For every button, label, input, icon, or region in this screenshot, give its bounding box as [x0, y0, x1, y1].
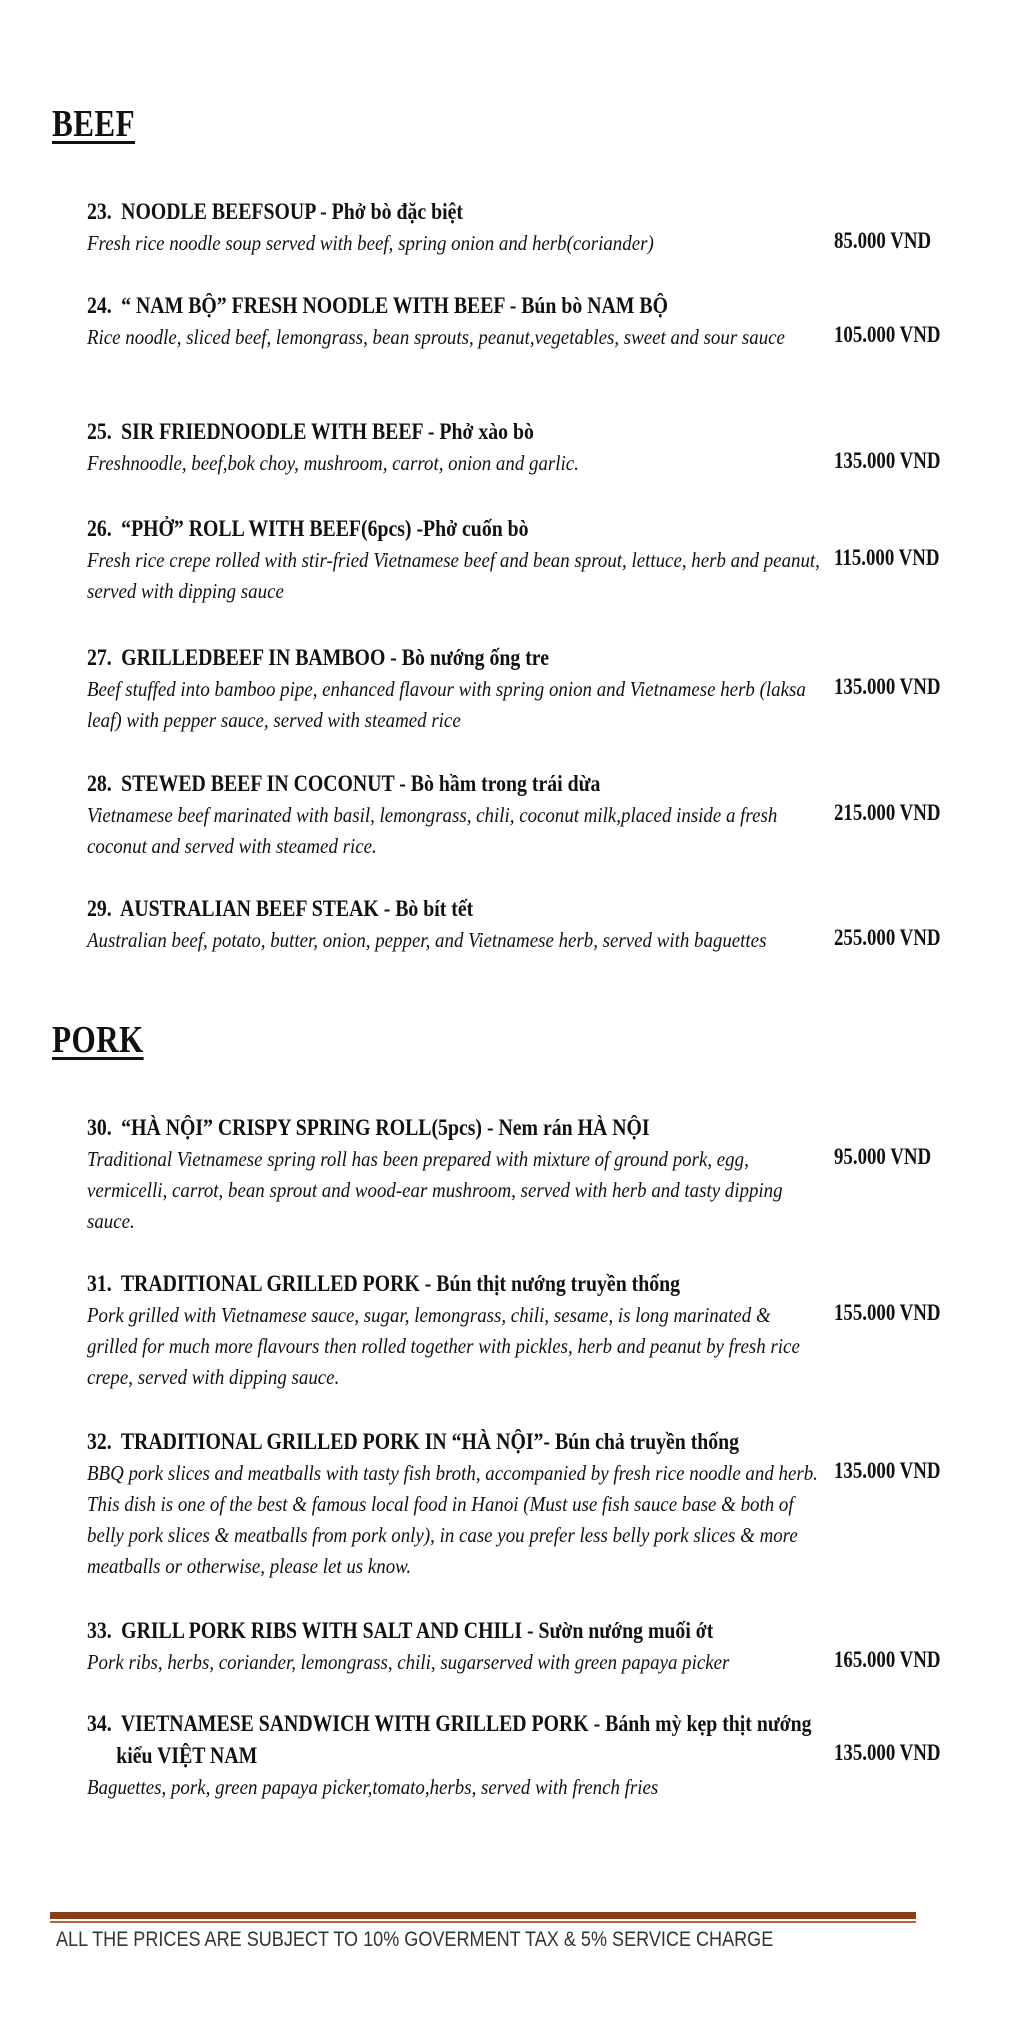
item-title: NOODLE BEEFSOUP - Phở bò đặc biệt	[121, 199, 463, 224]
item-title: VIETNAMESE SANDWICH WITH GRILLED PORK - Bánh mỳ kẹp thịt nướng	[120, 1711, 812, 1736]
item-title: AUSTRALIAN BEEF STEAK - Bò bít tết	[120, 896, 474, 921]
price-29: 255.000 VND	[834, 925, 941, 950]
item-number: 34.	[87, 1711, 112, 1736]
item-description: Australian beef, potato, butter, onion, pepper, and Vietnamese herb, served with baguettes	[87, 928, 767, 952]
price-25: 135.000 VND	[834, 448, 941, 473]
price-23: 85.000 VND	[834, 228, 932, 253]
item-number: 29.	[87, 896, 112, 921]
item-number: 24.	[87, 293, 112, 318]
item-description: Pork grilled with Vietnamese sauce, sugar, lemongrass, chili, sesame, is long marinated & grilled for much more flavours then rolled together with pickles, herb and peanut by fresh rice crepe, served with dipping sauce.	[87, 1303, 800, 1389]
item-description: Fresh rice crepe rolled with stir-fried Vietnamese beef and bean sprout, lettuce, herb and peanut, served with dipping sauce	[87, 548, 820, 603]
item-title: “ NAM BỘ” FRESH NOODLE WITH BEEF - Bún bò NAM BỘ	[121, 293, 668, 318]
price-31: 155.000 VND	[834, 1300, 941, 1325]
menu-item-30	[87, 1112, 1007, 1237]
item-description: Vietnamese beef marinated with basil, lemongrass, chili, coconut milk,placed inside a fresh coconut and served with steamed rice.	[87, 803, 778, 858]
menu-item-32	[87, 1426, 1007, 1582]
item-title: “PHỞ” ROLL WITH BEEF(6pcs) -Phở cuốn bò	[121, 516, 529, 541]
item-description: Beef stuffed into bamboo pipe, enhanced flavour with spring onion and Vietnamese herb (laksa leaf) with pepper sauce, served with steamed rice	[87, 677, 806, 732]
item-description: Rice noodle, sliced beef, lemongrass, bean sprouts, peanut,vegetables, sweet and sour sauce	[87, 325, 785, 349]
item-number: 27.	[87, 645, 112, 670]
price-33: 165.000 VND	[834, 1647, 941, 1672]
item-number: 33.	[87, 1618, 112, 1643]
footer-divider-thin	[50, 1921, 916, 1923]
price-27: 135.000 VND	[834, 674, 941, 699]
item-title: GRILL PORK RIBS WITH SALT AND CHILI - Sườn nướng muối ớt	[121, 1618, 714, 1643]
footer-tax-note: ALL THE PRICES ARE SUBJECT TO 10% GOVERMENT TAX & 5% SERVICE CHARGE	[56, 1928, 774, 1951]
item-number: 32.	[87, 1429, 112, 1454]
item-number: 31.	[87, 1271, 112, 1296]
item-description: Freshnoodle, beef,bok choy, mushroom, carrot, onion and garlic.	[87, 451, 579, 475]
item-title: STEWED BEEF IN COCONUT - Bò hầm trong trái dừa	[121, 771, 601, 796]
item-title: TRADITIONAL GRILLED PORK IN “HÀ NỘI”- Bún chả truyền thống	[120, 1429, 740, 1454]
price-24: 105.000 VND	[834, 322, 941, 347]
item-description: BBQ pork slices and meatballs with tasty fish broth, accompanied by fresh rice noodle and herb. This dish is one of the best & famous local food in Hanoi (Must use fish sauce base & both of belly pork slices & meatballs from pork only), in case you prefer less belly pork slices & more meatballs or otherwise, please let us know.	[87, 1461, 818, 1578]
menu-item-31	[87, 1268, 1007, 1393]
price-34: 135.000 VND	[834, 1740, 941, 1765]
item-description: Baguettes, pork, green papaya picker,tomato,herbs, served with french fries	[87, 1775, 659, 1799]
item-number: 28.	[87, 771, 112, 796]
price-28: 215.000 VND	[834, 800, 941, 825]
item-number: 26.	[87, 516, 112, 541]
price-26: 115.000 VND	[834, 545, 940, 570]
item-title-continued: kiểu VIỆT NAM	[116, 1743, 258, 1768]
price-32: 135.000 VND	[834, 1458, 941, 1483]
footer-divider	[50, 1912, 916, 1919]
item-number: 23.	[87, 199, 112, 224]
price-30: 95.000 VND	[834, 1144, 932, 1169]
item-title: SIR FRIEDNOODLE WITH BEEF - Phở xào bò	[121, 419, 534, 444]
section-title-beef: BEEF	[52, 103, 136, 145]
item-number: 30.	[87, 1115, 112, 1140]
item-title: “HÀ NỘI” CRISPY SPRING ROLL(5pcs) - Nem rán HÀ NỘI	[121, 1115, 650, 1140]
item-description: Fresh rice noodle soup served with beef, spring onion and herb(coriander)	[87, 231, 654, 255]
item-description: Pork ribs, herbs, coriander, lemongrass, chili, sugarserved with green papaya picker	[87, 1650, 730, 1674]
item-description: Traditional Vietnamese spring roll has been prepared with mixture of ground pork, egg, vermicelli, carrot, bean sprout and wood-ear mushroom, served with herb and tasty dipping sauce.	[87, 1147, 783, 1233]
item-title: TRADITIONAL GRILLED PORK - Bún thịt nướng truyền thống	[120, 1271, 681, 1296]
item-number: 25.	[87, 419, 112, 444]
item-title: GRILLEDBEEF IN BAMBOO - Bò nướng ống tre	[121, 645, 550, 670]
section-title-pork: PORK	[52, 1019, 144, 1061]
